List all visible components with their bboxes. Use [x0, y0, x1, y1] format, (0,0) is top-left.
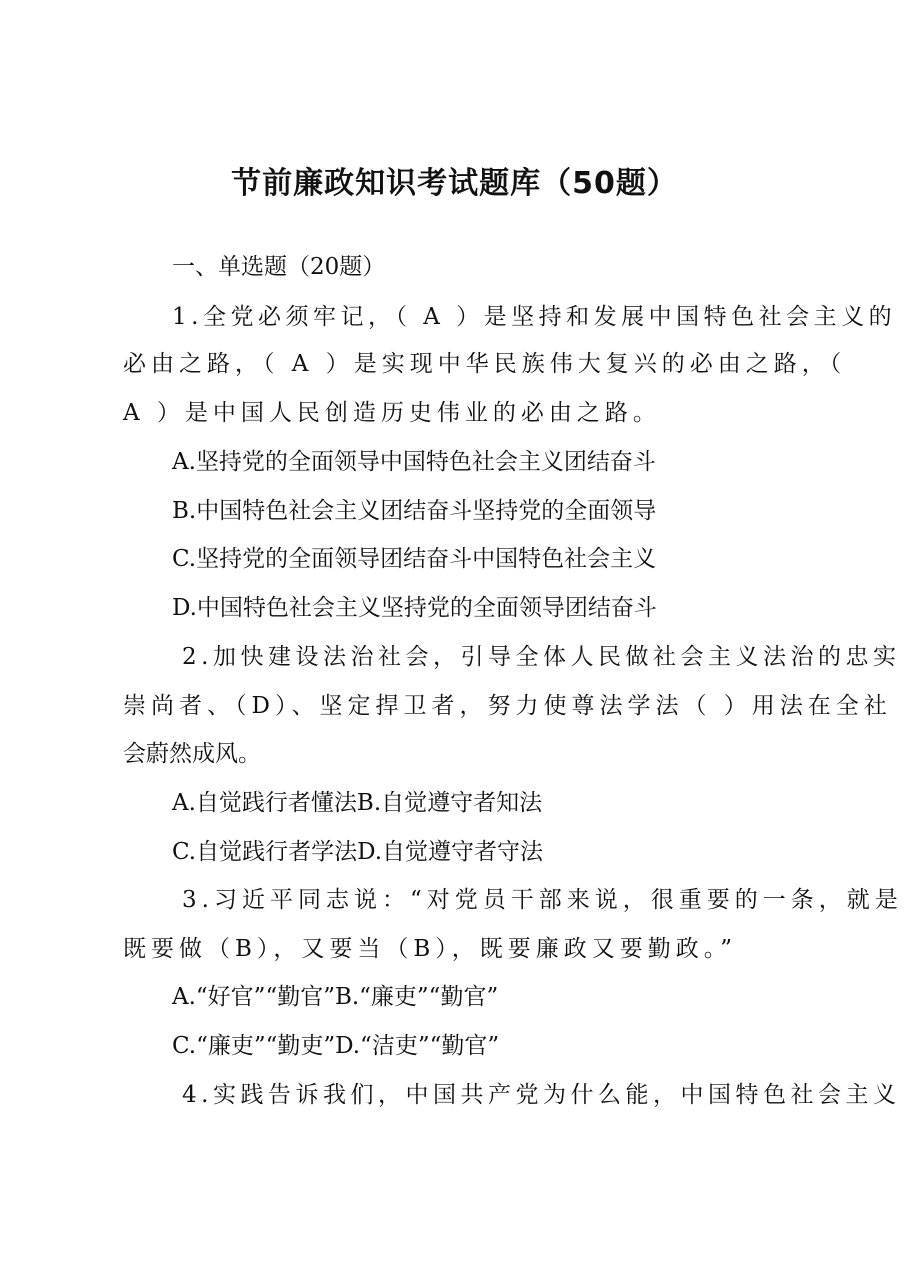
question-3-stem-line-1: 3.习近平同志说：“对党员干部来说，很重要的一条，就是 [182, 887, 903, 913]
document-title: 节前廉政知识考试题库（50题） [231, 166, 678, 201]
question-2-options-row-2: C.自觉践行者学法D.自觉遵守者守法 [172, 839, 544, 865]
question-3-options-row-1: A.“好官”“勤官”B.“廉吏”“勤官” [172, 984, 499, 1010]
question-3-options-row-2: C.“廉吏”“勤吏”D.“洁吏”“勤官” [172, 1033, 500, 1059]
question-1-option-a: A.坚持党的全面领导中国特色社会主义团结奋斗 [172, 449, 656, 475]
question-2-stem-line-2: 崇尚者、（D）、坚定捍卫者，努力使尊法学法（ ）用法在全社 [123, 693, 892, 719]
question-2-options-row-1: A.自觉践行者懂法B.自觉遵守者知法 [172, 790, 543, 816]
question-3-stem-line-2: 既要做（B），又要当（B），既要廉政又要勤政。” [123, 936, 738, 962]
question-1-option-b: B.中国特色社会主义团结奋斗坚持党的全面领导 [172, 498, 657, 524]
question-4-stem-line-1: 4.实践告诉我们，中国共产党为什么能，中国特色社会主义 [182, 1082, 901, 1108]
question-2-stem-line-3: 会蔚然成风。 [123, 741, 261, 767]
question-1-stem-line-3: A ）是中国人民创造历史伟业的必由之路。 [123, 400, 661, 426]
question-1-stem-line-2: 必由之路，（ A ）是实现中华民族伟大复兴的必由之路，（ [123, 351, 847, 377]
question-1-option-d: D.中国特色社会主义坚持党的全面领导团结奋斗 [172, 595, 657, 621]
question-1-option-c: C.坚持党的全面领导团结奋斗中国特色社会主义 [172, 546, 657, 572]
question-1-stem-line-1: 1.全党必须牢记，（ A ）是坚持和发展中国特色社会主义的 [172, 304, 897, 330]
question-2-stem-line-1: 2.加快建设法治社会，引导全体人民做社会主义法治的忠实 [182, 644, 901, 670]
section-heading: 一、单选题（20题） [172, 254, 386, 280]
